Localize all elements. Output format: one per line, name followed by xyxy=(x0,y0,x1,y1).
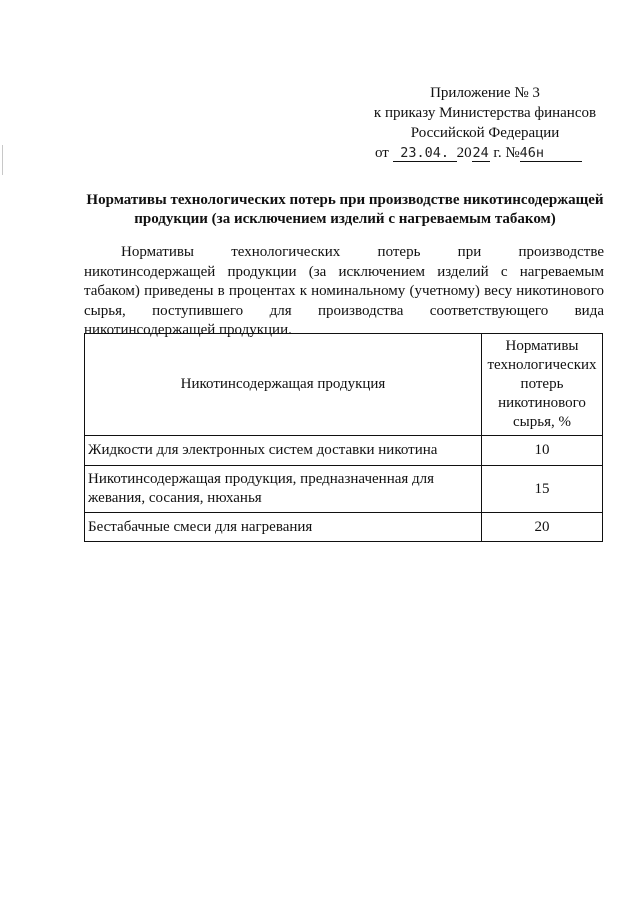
document-title xyxy=(80,191,610,229)
header-norm: Нормативы технологических потерь никотинового сырья, % xyxy=(482,334,603,436)
order-date-line xyxy=(360,143,610,163)
order-date-day: 23.04. xyxy=(393,145,457,162)
product-cell: Никотинсодержащая продукция, предназначенная для жевания, сосания, нюханья xyxy=(85,466,482,513)
ministry-country: Российской Федерации xyxy=(410,125,560,141)
title-line-2: продукции (за исключением изделий с нагреваемым табаком) xyxy=(134,211,556,227)
table-row xyxy=(85,513,603,542)
date-prefix: от xyxy=(375,145,389,161)
norm-value-cell: 15 xyxy=(482,466,603,513)
norm-value-cell: 20 xyxy=(482,513,603,542)
order-number: 46н xyxy=(520,145,582,162)
table-row xyxy=(85,466,603,513)
title-line-1: Нормативы технологических потерь при производстве никотинсодержащей xyxy=(86,192,604,208)
order-reference: к приказу Министерства финансов xyxy=(373,105,597,121)
norms-table xyxy=(84,333,603,542)
appendix-header xyxy=(360,83,610,163)
table-header-row xyxy=(85,334,603,436)
date-century: 20 xyxy=(456,145,472,161)
product-cell: Бестабачные смеси для нагревания xyxy=(85,513,482,542)
margin-mark xyxy=(2,145,3,175)
table-row xyxy=(85,436,603,466)
header-product: Никотинсодержащая продукция xyxy=(85,334,482,436)
intro-paragraph: Нормативы технологических потерь при производстве никотинсодержащей продукции (за исключением изделий с нагреваемым табаком) приведены в процентах к номинальному (учетному) весу никотинового сырья, поступившего для производства соответствующего вида никотинсодержащей продукции. xyxy=(84,244,604,338)
product-cell: Жидкости для электронных систем доставки никотина xyxy=(85,436,482,466)
appendix-number: Приложение № 3 xyxy=(430,85,540,101)
norm-value-cell: 10 xyxy=(482,436,603,466)
date-year-suffix: г. № xyxy=(493,145,520,161)
order-date-year: 24 xyxy=(472,145,489,161)
